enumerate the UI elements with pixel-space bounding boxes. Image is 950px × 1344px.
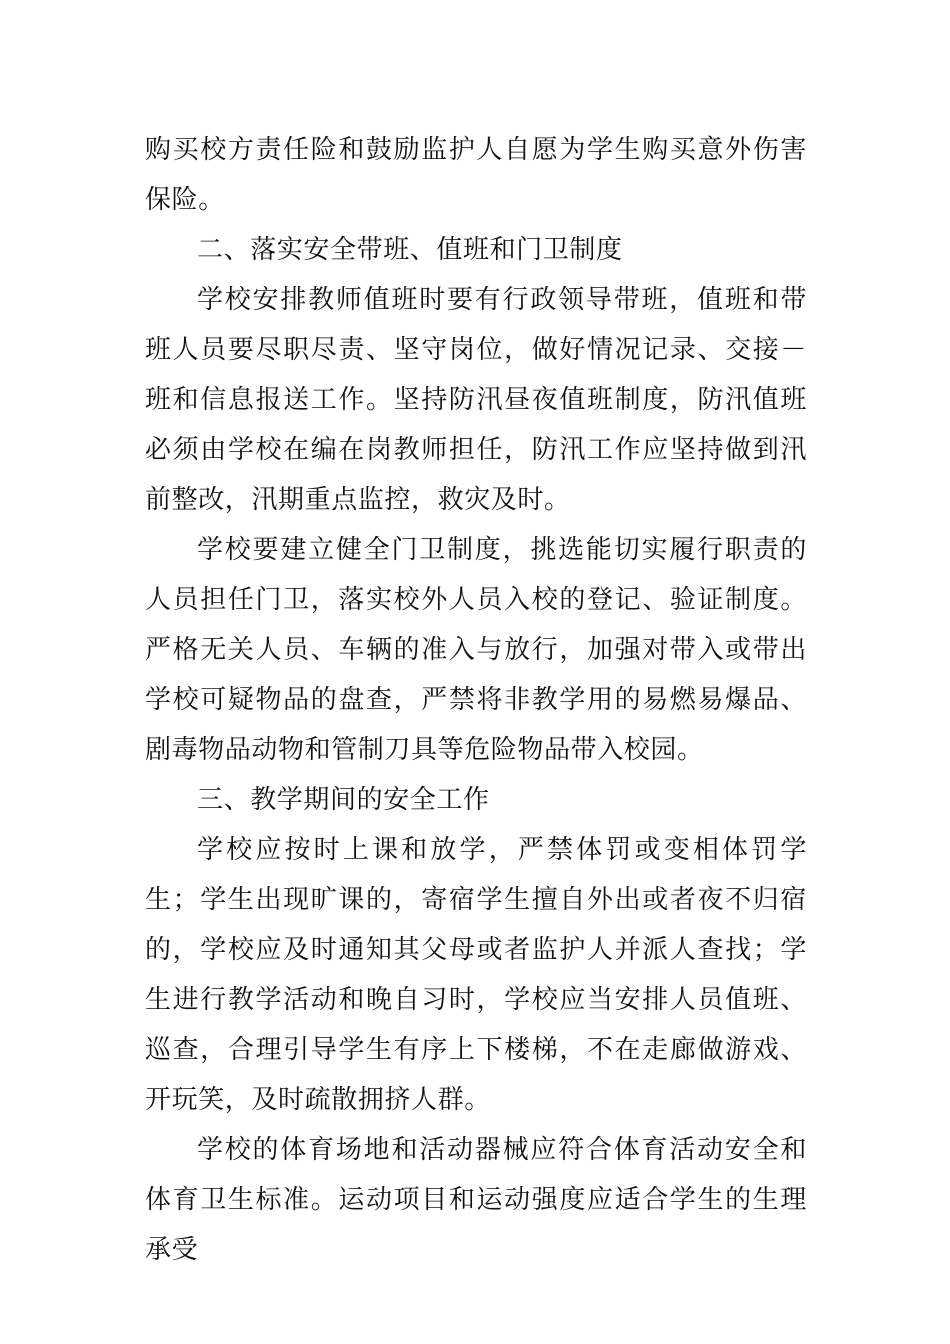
paragraph-continued: 购买校方责任险和鼓励监护人自愿为学生购买意外伤害保险。 [145, 135, 807, 215]
paragraph-sports-facilities: 学校的体育场地和活动器械应符合体育活动安全和体育卫生标准。运动项目和运动强度应适合学生的生理承受 [145, 1135, 807, 1265]
section-heading-3: 三、教学期间的安全工作 [197, 785, 490, 815]
paragraph-teaching-safety: 学校应按时上课和放学，严禁体罚或变相体罚学生；学生出现旷课的，寄宿学生擅自外出或者夜不归宿的，学校应及时通知其父母或者监护人并派人查找；学生进行教学活动和晚自习时，学校应当安排人员值班、巡查，合理引导学生有序上下楼梯，不在走廊做游戏、开玩笑，及时疏散拥挤人群。 [145, 835, 807, 1115]
section-heading-2: 二、落实安全带班、值班和门卫制度 [197, 235, 623, 265]
paragraph-gatekeeper-system: 学校要建立健全门卫制度，挑选能切实履行职责的人员担任门卫，落实校外人员入校的登记、验证制度。严格无关人员、车辆的准入与放行，加强对带入或带出学校可疑物品的盘查，严禁将非教学用的易燃易爆品、剧毒物品动物和管制刀具等危险物品带入校园。 [145, 535, 807, 765]
document-body [145, 125, 807, 1275]
paragraph-duty-system: 学校安排教师值班时要有行政领导带班，值班和带班人员要尽职尽责、坚守岗位，做好情况记录、交接－班和信息报送工作。坚持防汛昼夜值班制度，防汛值班必须由学校在编在岗教师担任，防汛工作应坚持做到汛前整改，汛期重点监控，救灾及时。 [145, 285, 807, 515]
